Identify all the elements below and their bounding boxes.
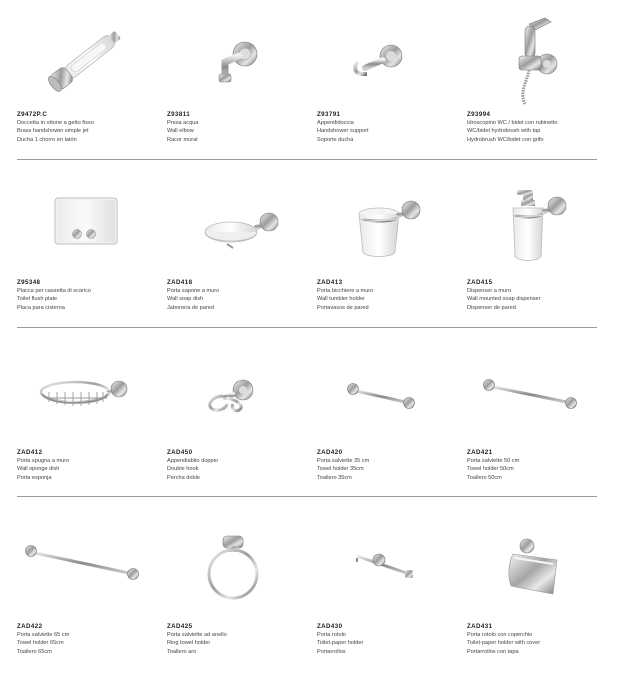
product-name-en: Towel holder 50cm	[467, 466, 514, 473]
product-code: Z93791	[317, 111, 341, 118]
product-code: ZAD412	[17, 449, 43, 456]
product-name-it: Porta salviette ad anello	[167, 632, 227, 638]
product-code: Z93994	[467, 111, 491, 118]
product-code: Z9472P.C	[17, 111, 48, 118]
product-name-it: Porta salviette 35 cm	[317, 458, 370, 464]
product-code: ZAD431	[467, 623, 493, 630]
product-text	[167, 622, 317, 656]
product-name-en: Wall mounted soap dispenser	[467, 296, 541, 303]
product-name-en: Handshower support	[317, 128, 369, 135]
product-text	[17, 448, 167, 482]
row-divider	[17, 496, 597, 497]
product-text	[317, 448, 467, 482]
product-code: ZAD450	[167, 449, 193, 456]
product-name-es: Percha doble	[167, 474, 200, 481]
product-text	[317, 278, 467, 312]
product-name-it: Placca per cassetta di scarico	[17, 288, 91, 294]
towel-bar-50-icon	[467, 348, 607, 448]
product-name-en: Wall soap dish	[167, 296, 204, 303]
product-name-es: Toallero 35cm	[317, 474, 352, 481]
product-text	[17, 278, 167, 312]
product-name-it: Dispenser a muro	[467, 288, 512, 294]
product-name-es: Ducha 1 chorro en latón	[17, 136, 77, 143]
product-text	[167, 110, 317, 144]
product-name-it: Appendidoccia	[317, 120, 354, 126]
product-name-it: Porta bicchiere a muro	[317, 288, 374, 294]
product-name-en: Wall elbow	[167, 128, 194, 135]
towel-bar-65-icon	[17, 522, 157, 622]
product-text	[467, 278, 617, 312]
product-text	[167, 448, 317, 482]
product-name-it: Porta rotolo	[317, 632, 346, 638]
soap-dish-icon	[167, 178, 307, 278]
product-name-it: Porta salviette 50 cm	[467, 458, 520, 464]
flush-plate-icon	[17, 178, 157, 278]
product-code: ZAD421	[467, 449, 493, 456]
product-name-it: Porta rotolo con coperchio	[467, 632, 533, 638]
product-text	[467, 448, 617, 482]
product-name-it: Presa acqua	[167, 120, 199, 126]
product-name-it: Appendiabito doppio	[167, 458, 219, 464]
product-name-it: Doccetta in ottone a getto fisso	[17, 120, 94, 126]
product-name-en: Toilet-paper holder	[317, 640, 364, 647]
product-name-it: Porta spugna a muro	[17, 458, 70, 464]
product-name-es: Dispenser de pared	[467, 304, 516, 311]
product-name-es: Jabonera de pared	[167, 304, 214, 311]
product-code: Z95348	[17, 279, 41, 286]
product-name-it: Porta salviette 65 cm	[17, 632, 70, 638]
product-name-en: Towel holder 35cm	[317, 466, 364, 473]
product-name-es: Toallero 65cm	[17, 648, 52, 655]
product-text	[467, 110, 617, 144]
product-text	[17, 110, 167, 144]
handshower-support-icon	[317, 10, 457, 110]
double-hook-icon	[167, 348, 307, 448]
product-name-it: Porta sapone a muro	[167, 288, 220, 294]
product-name-es: Toallero 50cm	[467, 474, 502, 481]
product-code: ZAD425	[167, 623, 193, 630]
product-name-en: Toilet flush plate	[17, 296, 58, 303]
handshower-icon	[17, 10, 157, 110]
product-text	[17, 622, 167, 656]
product-name-es: Portarrollos con tapa	[467, 648, 519, 655]
product-name-en: Ring towel holder	[167, 640, 211, 647]
product-name-es: Portavasos de pared	[317, 304, 369, 311]
towel-bar-35-icon	[317, 348, 457, 448]
product-name-en: Wall sponge dish	[17, 466, 60, 473]
product-text	[467, 622, 617, 656]
product-name-it: Idroscopino WC / bidet con rubinetto	[467, 120, 558, 126]
row-divider	[17, 327, 597, 328]
product-name-en: Toilet-paper holder with cover	[467, 640, 541, 647]
sponge-dish-icon	[17, 348, 157, 448]
product-name-en: Brass handshower simple jet	[17, 128, 89, 135]
hydrobrush-icon	[467, 10, 607, 110]
product-code: ZAD413	[317, 279, 343, 286]
product-name-es: Racor mural	[167, 136, 198, 143]
wall-elbow-icon	[167, 10, 307, 110]
soap-dispenser-icon	[467, 178, 607, 278]
towel-ring-icon	[167, 522, 307, 622]
product-code: ZAD430	[317, 623, 343, 630]
product-name-es: Soporte ducha	[317, 136, 354, 143]
product-code: ZAD420	[317, 449, 343, 456]
product-name-es: Hydrobrush WC/bidet con grifo	[467, 136, 544, 143]
row-divider	[17, 159, 597, 160]
product-code: ZAD418	[167, 279, 193, 286]
product-name-es: Porta esponja	[17, 474, 52, 481]
tumbler-holder-icon	[317, 178, 457, 278]
product-code: ZAD415	[467, 279, 493, 286]
product-text	[317, 622, 467, 656]
product-name-en: WC/bidet hydrobrush with tap	[467, 128, 541, 135]
product-name-en: Double hook	[167, 466, 199, 473]
product-code: ZAD422	[17, 623, 43, 630]
product-name-en: Wall tumbler holder	[317, 296, 365, 303]
product-text	[317, 110, 467, 144]
product-name-es: Placa para cisterna	[17, 304, 65, 311]
product-name-es: Toallero aro	[167, 648, 197, 655]
product-name-es: Portarrollos	[317, 648, 346, 655]
paper-holder-cover-icon	[467, 522, 607, 622]
product-text	[167, 278, 317, 312]
product-code: Z93811	[167, 111, 191, 118]
product-name-en: Towel holder 65cm	[17, 640, 64, 647]
paper-holder-icon	[317, 522, 457, 622]
